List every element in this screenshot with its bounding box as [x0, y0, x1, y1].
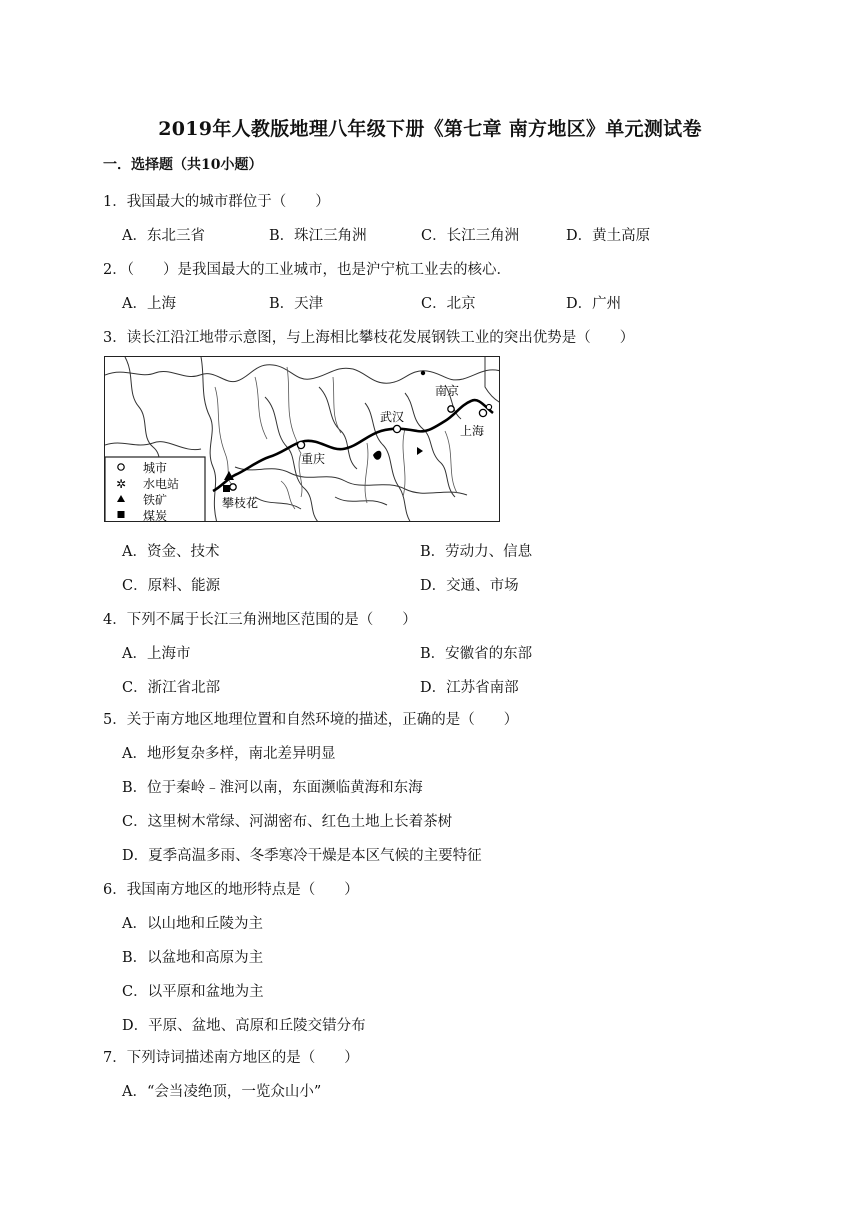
q2-option-a: A．上海 — [122, 296, 176, 312]
coal-dot-icon — [421, 371, 425, 375]
shanghai-city-marker — [479, 409, 486, 416]
q4-option-a: A．上海市 — [122, 646, 191, 662]
q1-option-d: D．黄土高原 — [566, 228, 651, 244]
city-circle-icon — [486, 404, 491, 409]
q6-option-a: A．以山地和丘陵为主 — [122, 916, 263, 932]
legend-iron-label: 铁矿 — [143, 493, 168, 507]
shanghai-label: 上海 — [460, 424, 485, 438]
question-1: 1．我国最大的城市群位于（ ） — [103, 194, 330, 210]
wuhan-label: 武汉 — [380, 410, 405, 424]
q3-option-a: A．资金、技术 — [122, 544, 220, 560]
legend-city-label: 城市 — [143, 461, 168, 475]
coal-square-icon — [118, 511, 125, 518]
wuhan-city-marker — [393, 425, 400, 432]
hydro-station-star-icon — [417, 447, 423, 455]
q6-option-b: B．以盆地和高原为主 — [122, 950, 264, 966]
q1-option-b: B．珠江三角洲 — [269, 228, 367, 244]
q2-option-c: C．北京 — [421, 296, 476, 312]
question-6: 6．我国南方地区的地形特点是（ ） — [103, 882, 359, 898]
yangtze-river-map — [104, 356, 500, 522]
q5-option-a: A．地形复杂多样，南北差异明显 — [122, 746, 336, 762]
q2-option-d: D．广州 — [566, 296, 622, 312]
q1-option-a: A．东北三省 — [122, 228, 205, 244]
q1-option-c: C．长江三角洲 — [421, 228, 520, 244]
panzhihua-city-marker — [230, 484, 236, 490]
q6-option-d: D．平原、盆地、高原和丘陵交错分布 — [122, 1018, 366, 1034]
question-7: 7．下列诗词描述南方地区的是（ ） — [103, 1050, 359, 1066]
q5-option-b: B．位于秦岭﹣淮河以南，东面濒临黄海和东海 — [122, 780, 423, 796]
question-5: 5．关于南方地区地理位置和自然环境的描述，正确的是（ ） — [103, 712, 519, 728]
nanjing-city-marker — [448, 406, 454, 412]
nanjing-label: 南京 — [435, 384, 460, 398]
question-4: 4．下列不属于长江三角洲地区范围的是（ ） — [103, 612, 417, 628]
chongqing-label: 重庆 — [301, 452, 326, 466]
chongqing-city-marker — [297, 441, 304, 448]
q7-option-a: A．“会当凌绝顶，一览众山小” — [122, 1084, 322, 1100]
q5-option-d: D．夏季高温多雨、冬季寒冷干燥是本区气候的主要特征 — [122, 848, 482, 864]
q4-option-d: D．江苏省南部 — [420, 680, 519, 696]
page-title: 2019年人教版地理八年级下册《第七章 南方地区》单元测试卷 — [158, 118, 702, 140]
question-3: 3．读长江沿江地带示意图，与上海相比攀枝花发展钢铁工业的突出优势是（ ） — [103, 330, 635, 346]
q5-option-c: C．这里树木常绿、河湖密布、红色土地上长着茶树 — [122, 814, 453, 830]
q3-option-b: B．劳动力、信息 — [420, 544, 533, 560]
q3-option-c: C．原料、能源 — [122, 578, 221, 594]
q2-option-b: B．天津 — [269, 296, 324, 312]
section-heading: 一．选择题（共10小题） — [103, 157, 263, 173]
legend-hydro-label: 水电站 — [143, 477, 180, 491]
q4-option-b: B．安徽省的东部 — [420, 646, 533, 662]
city-circle-icon — [118, 464, 124, 470]
question-2: 2．（ ）是我国最大的工业城市，也是沪宁杭工业去的核心． — [103, 262, 511, 278]
panzhihua-label: 攀枝花 — [222, 496, 259, 510]
hydro-station-star-icon: ✲ — [116, 477, 127, 491]
legend-coal-label: 煤炭 — [143, 509, 168, 522]
q3-option-d: D．交通、市场 — [420, 578, 519, 594]
q4-option-c: C．浙江省北部 — [122, 680, 221, 696]
q6-option-c: C．以平原和盆地为主 — [122, 984, 264, 1000]
coal-square-icon — [223, 485, 230, 492]
hydro-station-star-icon — [373, 451, 381, 460]
